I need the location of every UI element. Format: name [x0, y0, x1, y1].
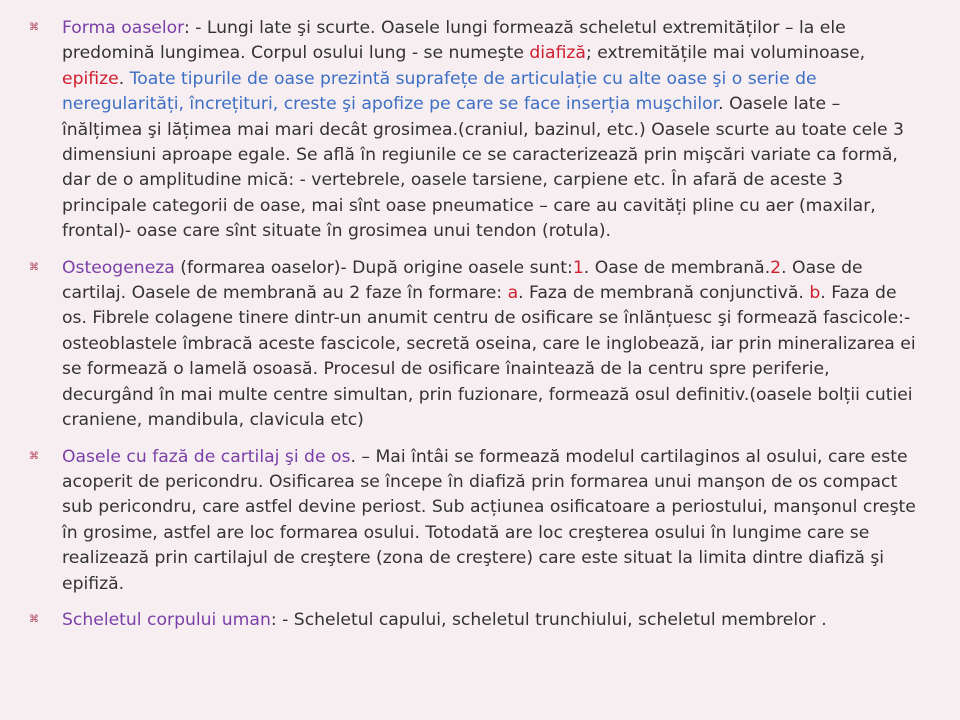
text-segment: .	[118, 68, 130, 89]
bullet-item-bone-shapes	[28, 16, 920, 245]
paragraph-human-skeleton	[62, 610, 827, 630]
text-segment: . Oase de membrană.	[583, 257, 771, 278]
text-segment: 1	[572, 257, 584, 278]
bullet-item-osteogenesis	[28, 256, 920, 434]
ornament-bullet-icon: ⌘	[29, 450, 39, 462]
text-segment: . Faza de os. Fibrele colagene tinere dintr-un anumit centru de osificare se înlănțuesc şi formează fascicole:- osteoblastele îmbracă aceste fascicole, secretă oseina, care le inglobează, iar prin mineralizarea ei se formează o lamelă osoasă. Procesul de osificare înaintează de la centru spre periferie, decurgând în mai multe centre simultan, prin fuzionare, formează osul definitiv.(oasele bolții cutiei craniene, mandibula, clavicula etc)	[62, 283, 916, 431]
text-segment: . Faza de membrană conjunctivă.	[518, 283, 810, 304]
ornament-bullet-icon: ⌘	[29, 613, 39, 625]
bullet-item-human-skeleton	[28, 608, 920, 633]
text-segment: epifize	[62, 68, 119, 89]
text-segment: . Oase de cartilaj. Oasele de membrană au 2 faze în formare:	[62, 257, 863, 304]
text-segment: 2	[770, 257, 782, 278]
paragraph-osteogenesis	[62, 258, 916, 430]
text-segment: Scheletul corpului uman	[62, 609, 271, 630]
text-segment: (formarea oaselor)- După origine oasele sunt:	[174, 257, 573, 278]
text-segment: diafiză	[529, 43, 586, 64]
bullet-item-cartilage-bones	[28, 445, 920, 597]
paragraph-bone-shapes	[62, 18, 904, 241]
text-segment: Oasele cu fază de cartilaj şi de os	[62, 446, 351, 467]
text-segment: a	[507, 283, 519, 304]
text-segment: ; extremitățile mai voluminoase,	[585, 43, 866, 64]
text-segment: : - Lungi late şi scurte. Oasele lungi formează scheletul extremităților – la ele predomină lungimea. Corpul osului lung - se numeşte	[62, 18, 846, 64]
ornament-bullet-icon: ⌘	[29, 261, 39, 273]
text-segment: b	[809, 283, 821, 304]
text-segment: . Oasele late – înălțimea şi lățimea mai mari decât grosimea.(craniul, bazinul, etc.) Oasele scurte au toate cele 3 dimensiuni aproape egale. Se află în regiunile ce se caracterizează prin mişcări variate ca formă, dar de o amplitudine mică: - vertebrele, oasele tarsiene, carpiene etc. În afară de aceste 3 principale categorii de oase, mai sînt oase pneumatice – care au cavități pline cu aer (maxilar, frontal)- oase care sînt situate în grosimea unui tendon (rotula).	[62, 94, 904, 242]
paragraph-cartilage-bones	[62, 447, 916, 594]
text-segment: Toate tipurile de oase prezintă suprafețe de articulație cu alte oase şi o serie de neregularități, încrețituri, creste şi apofize pe care se face inserția muşchilor	[62, 68, 817, 115]
text-segment: Forma oaselor	[62, 18, 184, 38]
ornament-bullet-icon: ⌘	[29, 22, 39, 33]
text-segment: : - Scheletul capului, scheletul trunchiului, scheletul membrelor .	[270, 609, 827, 630]
text-segment: . – Mai întâi se formează modelul cartilaginos al osului, care este acoperit de pericondru. Osificarea se începe în diafiză prin formarea unui manşon de os compact sub pericondru, care astfel devine periost. Sub acțiunea osificatoare a periostului, manşonul creşte în grosime, astfel are loc formarea osului. Totodată are loc creşterea osului în lungime care se realizează prin cartilajul de creştere (zona de creştere) care este situat la limita dintre diafiză şi epifiză.	[62, 446, 916, 594]
text-segment: Osteogeneza	[62, 257, 175, 278]
